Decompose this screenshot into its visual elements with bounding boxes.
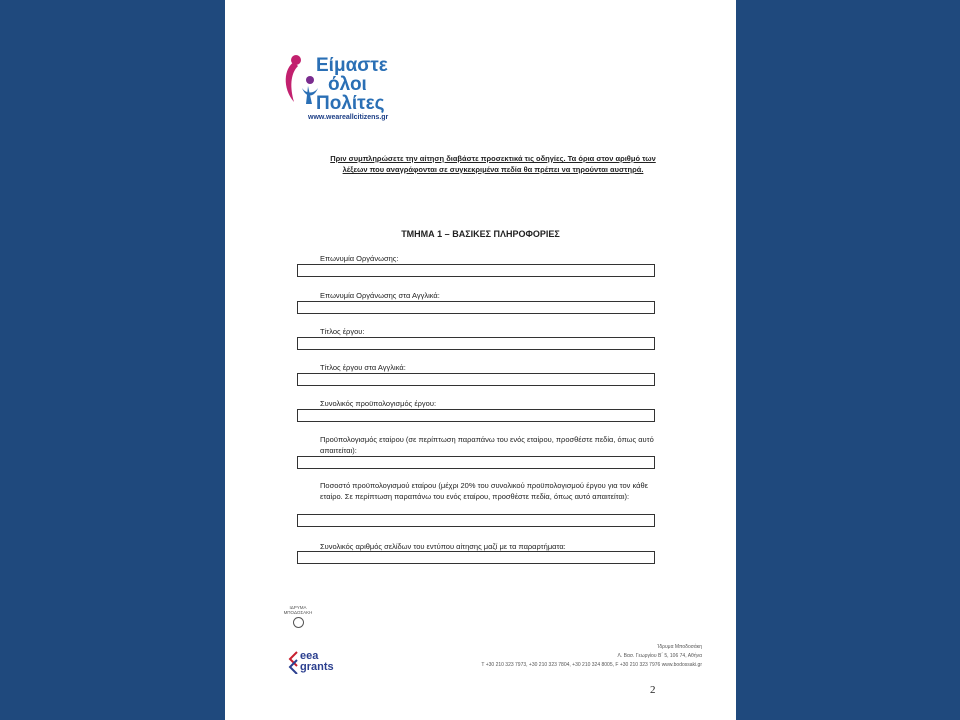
total-pages-field[interactable] — [297, 551, 655, 564]
page-number: 2 — [650, 684, 656, 696]
document-page — [225, 0, 736, 720]
bodossaki-foundation-logo — [283, 605, 313, 645]
field-label-partner-budget: Προϋπολογισμός εταίρου (σε περίπτωση παραπάνω του ενός εταίρου, προσθέστε πεδία, όπως αυτό απαιτείται): — [320, 435, 654, 455]
foundation-emblem-icon — [293, 617, 304, 628]
total-budget-field[interactable] — [297, 409, 655, 422]
partner-budget-field[interactable] — [297, 456, 655, 469]
eea-grants-text — [300, 651, 334, 673]
foundation-logo-text: ΙΔΡΥΜΑ ΜΠΟΔΟΣΑΚΗ — [283, 605, 313, 615]
footer-contact — [362, 643, 702, 670]
organization-name-english-field[interactable] — [297, 301, 655, 314]
organization-name-field[interactable] — [297, 264, 655, 277]
logo-line-1: Είμαστε — [316, 55, 388, 76]
field-label-organization-name-english: Επωνυμία Οργάνωσης στα Αγγλικά: — [320, 291, 440, 300]
partner-budget-percentage-field[interactable] — [297, 514, 655, 527]
project-title-field[interactable] — [297, 337, 655, 350]
field-label-project-title: Τίτλος έργου: — [320, 327, 365, 336]
we-are-all-citizens-logo — [280, 50, 420, 125]
field-label-organization-name: Επωνυμία Οργάνωσης: — [320, 254, 399, 263]
instructions-text: Πριν συμπληρώσετε την αίτηση διαβάστε προσεκτικά τις οδηγίες. Τα όρια στον αριθμό των λέξεων που αναγράφονται σε συγκεκριμένα πεδία θα πρέπει να τηρούνται αυστηρά. — [330, 154, 656, 174]
field-label-total-pages: Συνολικός αριθμός σελίδων του εντύπου αίτησης μαζί με τα παραρτήματα: — [320, 542, 566, 551]
section-title: ΤΜΗΜΑ 1 – ΒΑΣΙΚΕΣ ΠΛΗΡΟΦΟΡΙΕΣ — [401, 229, 560, 239]
logo-line-2: όλοι — [328, 74, 367, 95]
contact-line-2: Λ. Βασ. Γεωργίου Β΄ 5, 106 74, Αθήνα — [617, 653, 702, 659]
contact-line-3: T +30 210 323 7973, +30 210 323 7804, +30 210 324 8005, F +30 210 323 7976 www.bodossaki.gr — [481, 662, 702, 668]
field-label-total-budget: Συνολικός προϋπολογισμός έργου: — [320, 399, 437, 408]
eea-grants-icon — [287, 650, 299, 674]
eea-grants-logo — [287, 648, 347, 680]
eea-text-line2: grants — [300, 661, 334, 673]
logo-url: www.weareallcitizens.gr — [308, 114, 389, 121]
project-title-english-field[interactable] — [297, 373, 655, 386]
contact-line-1: Ίδρυμα Μποδοσάκη — [657, 644, 702, 650]
eea-text-line1: eea — [300, 650, 319, 662]
logo-line-3: Πολίτες — [316, 93, 385, 114]
field-label-partner-budget-percentage: Ποσοστό προϋπολογισμού εταίρου (μέχρι 20% του συνολικού προϋπολογισμού έργου για τον κάθε εταίρο. Σε περίπτωση παραπάνω του ενός εταίρου, προσθέστε πεδία, όπως αυτό απαιτείται): — [320, 481, 649, 501]
field-label-project-title-english: Τίτλος έργου στα Αγγλικά: — [320, 363, 406, 372]
